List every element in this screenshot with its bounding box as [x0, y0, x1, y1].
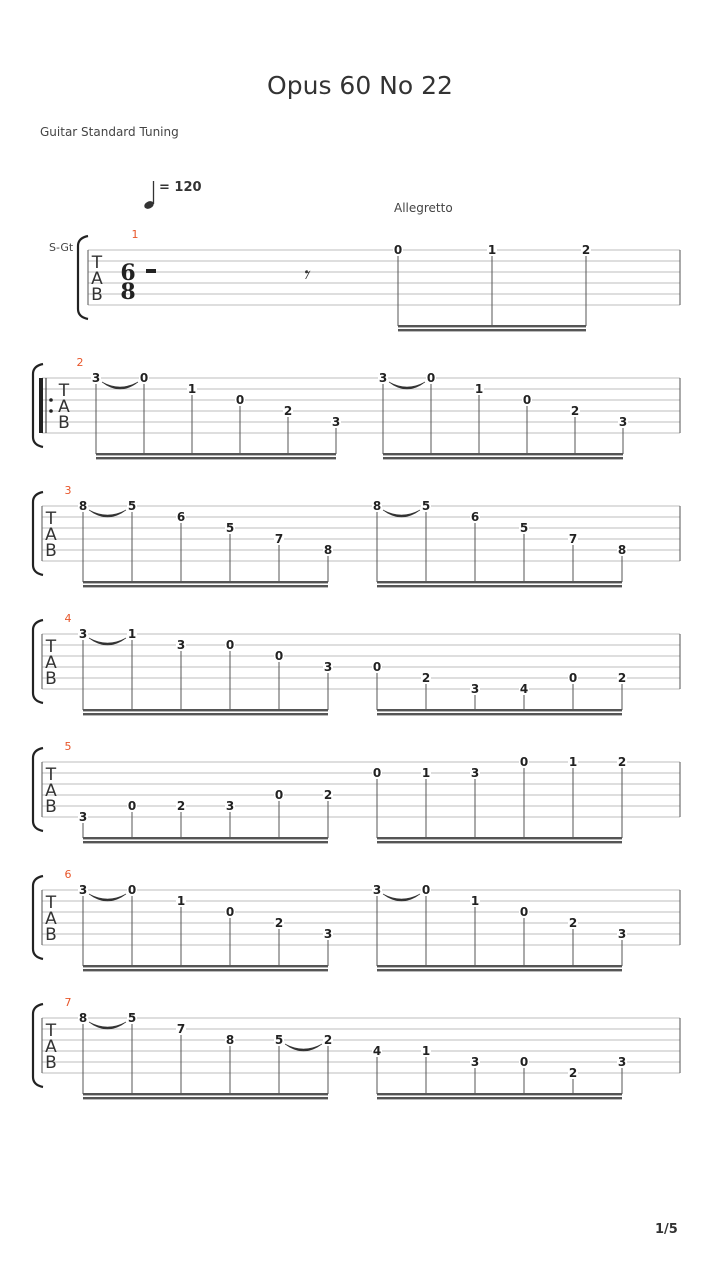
tab-system	[33, 484, 680, 587]
beam	[377, 713, 622, 715]
tab-clef-letter: A	[45, 525, 57, 545]
note-group	[78, 499, 333, 587]
fret-number: 0	[127, 799, 137, 813]
fret-number: 2	[568, 916, 578, 930]
tab-clef-letter: B	[91, 285, 103, 305]
fret-number: 2	[323, 1033, 333, 1047]
fret-number: 0	[274, 649, 284, 663]
measure-number: 1	[131, 228, 139, 241]
note-group	[372, 499, 627, 587]
beam	[377, 837, 622, 839]
fret-number: 6	[176, 510, 186, 524]
beam	[377, 1093, 622, 1095]
fret-number: 1	[470, 894, 480, 908]
tempo-marking: Allegretto	[394, 201, 453, 215]
beam	[83, 581, 328, 583]
tab-clef-letter: A	[45, 909, 57, 929]
measure-number: 6	[64, 868, 72, 881]
tab-clef-letter: A	[58, 397, 70, 417]
fret-number: 0	[421, 883, 431, 897]
fret-number: 3	[78, 810, 88, 824]
fret-number: 3	[618, 415, 628, 429]
fret-number: 2	[617, 671, 627, 685]
fret-number: 0	[139, 371, 149, 385]
fret-number: 5	[274, 1033, 284, 1047]
tab-clef-letter: T	[45, 765, 57, 785]
beam	[83, 841, 328, 843]
note-group	[372, 755, 627, 843]
fret-number: 3	[91, 371, 101, 385]
fret-number: 1	[421, 1044, 431, 1058]
fret-number: 3	[470, 682, 480, 696]
page-number: 1/5	[655, 1222, 678, 1237]
repeat-barline-thick	[39, 378, 43, 433]
beam	[377, 969, 622, 971]
tie-arc	[89, 638, 126, 645]
fret-number: 3	[378, 371, 388, 385]
fret-number: 1	[421, 766, 431, 780]
tie-arc	[383, 894, 420, 901]
tab-clef-letter: B	[45, 541, 57, 561]
beam	[377, 1097, 622, 1099]
fret-number: 5	[519, 521, 529, 535]
tie-arc	[89, 1022, 126, 1029]
beam	[83, 837, 328, 839]
fret-number: 2	[617, 755, 627, 769]
fret-number: 5	[127, 1011, 137, 1025]
tab-system	[33, 356, 680, 459]
note-group	[378, 371, 628, 459]
fret-number: 1	[127, 627, 137, 641]
beam	[377, 581, 622, 583]
tab-clef-letter: T	[45, 637, 57, 657]
fret-number: 3	[617, 927, 627, 941]
fret-number: 0	[519, 1055, 529, 1069]
fret-number: 8	[78, 1011, 88, 1025]
fret-number: 0	[519, 755, 529, 769]
fret-number: 5	[225, 521, 235, 535]
fret-number: 2	[274, 916, 284, 930]
beam	[377, 709, 622, 711]
note-group	[372, 883, 627, 971]
note-group	[78, 1011, 333, 1099]
fret-number: 8	[372, 499, 382, 513]
fret-number: 0	[522, 393, 532, 407]
fret-number: 4	[519, 682, 529, 696]
fret-number: 2	[568, 1066, 578, 1080]
beam	[383, 457, 623, 459]
fret-number: 1	[187, 382, 197, 396]
fret-number: 0	[225, 638, 235, 652]
beam	[83, 965, 328, 967]
tie-arc	[89, 894, 126, 901]
time-signature-bottom: 8	[120, 279, 136, 305]
fret-number: 0	[372, 660, 382, 674]
tie-arc	[89, 510, 126, 517]
tab-clef-letter: A	[45, 1037, 57, 1057]
fret-number: 1	[487, 243, 497, 257]
fret-number: 0	[235, 393, 245, 407]
fret-number: 2	[581, 243, 591, 257]
fret-number: 3	[331, 415, 341, 429]
fret-number: 6	[470, 510, 480, 524]
beam	[383, 453, 623, 455]
beam	[96, 457, 336, 459]
repeat-dot	[49, 409, 53, 413]
fret-number: 0	[426, 371, 436, 385]
fret-number: 1	[568, 755, 578, 769]
tab-clef-letter: B	[45, 925, 57, 945]
measure-number: 2	[76, 356, 84, 369]
fret-number: 2	[176, 799, 186, 813]
tab-system	[33, 868, 680, 971]
fret-number: 5	[127, 499, 137, 513]
fret-number: 0	[372, 766, 382, 780]
tab-clef-letter: T	[58, 381, 70, 401]
tuning-label: Guitar Standard Tuning	[40, 125, 179, 139]
note-group	[91, 371, 341, 459]
beam	[377, 965, 622, 967]
fret-number: 2	[283, 404, 293, 418]
fret-number: 5	[421, 499, 431, 513]
tab-system	[33, 996, 680, 1099]
tie-arc	[102, 382, 138, 389]
note-group	[78, 883, 333, 971]
fret-number: 2	[323, 788, 333, 802]
note-group	[78, 788, 333, 843]
beam	[377, 841, 622, 843]
tab-clef-letter: T	[45, 509, 57, 529]
beam	[83, 969, 328, 971]
beam	[377, 585, 622, 587]
fret-number: 3	[176, 638, 186, 652]
quarter-note-icon	[143, 181, 155, 210]
beam	[83, 585, 328, 587]
tempo-label: = 120	[159, 180, 202, 195]
beam	[83, 713, 328, 715]
fret-number: 2	[421, 671, 431, 685]
fret-number: 1	[176, 894, 186, 908]
tab-clef-letter: T	[91, 253, 103, 273]
beam	[83, 1093, 328, 1095]
note-group	[393, 243, 591, 331]
repeat-dot	[49, 398, 53, 402]
tab-system	[33, 740, 680, 843]
fret-number: 0	[274, 788, 284, 802]
fret-number: 8	[225, 1033, 235, 1047]
tab-clef-letter: B	[45, 1053, 57, 1073]
beam	[398, 329, 586, 331]
fret-number: 3	[617, 1055, 627, 1069]
fret-number: 3	[225, 799, 235, 813]
tab-clef-letter: B	[45, 669, 57, 689]
fret-number: 3	[323, 660, 333, 674]
tab-clef-letter: T	[45, 893, 57, 913]
fret-number: 2	[570, 404, 580, 418]
fret-number: 4	[372, 1044, 382, 1058]
fret-number: 3	[78, 627, 88, 641]
tab-clef-letter: A	[91, 269, 103, 289]
score-title: Opus 60 No 22	[267, 71, 453, 100]
fret-number: 3	[323, 927, 333, 941]
note-group	[372, 1044, 627, 1099]
fret-number: 0	[393, 243, 403, 257]
fret-number: 3	[372, 883, 382, 897]
fret-number: 7	[176, 1022, 186, 1036]
note-group	[78, 627, 333, 715]
fret-number: 0	[127, 883, 137, 897]
measure-number: 5	[64, 740, 72, 753]
half-rest	[146, 269, 156, 273]
tie-arc	[285, 1044, 322, 1051]
fret-number: 3	[470, 766, 480, 780]
fret-number: 8	[78, 499, 88, 513]
tab-clef-letter: B	[58, 413, 70, 433]
fret-number: 0	[519, 905, 529, 919]
tab-clef-letter: B	[45, 797, 57, 817]
note-group	[372, 660, 627, 715]
beam	[398, 325, 586, 327]
tab-clef-letter: A	[45, 781, 57, 801]
fret-number: 8	[323, 543, 333, 557]
fret-number: 0	[568, 671, 578, 685]
fret-number: 3	[78, 883, 88, 897]
eighth-rest: 𝄾	[301, 261, 309, 289]
system-bracket	[78, 236, 88, 319]
fret-number: 7	[274, 532, 284, 546]
tab-clef-letter: T	[45, 1021, 57, 1041]
instrument-label: S-Gt	[49, 241, 74, 254]
beam	[83, 1097, 328, 1099]
beam	[96, 453, 336, 455]
tab-clef-letter: A	[45, 653, 57, 673]
measure-number: 4	[64, 612, 72, 625]
tab-system	[33, 612, 680, 715]
beam	[83, 709, 328, 711]
time-signature-top: 6	[120, 260, 136, 286]
tab-system	[78, 228, 680, 331]
measure-number: 3	[64, 484, 72, 497]
fret-number: 0	[225, 905, 235, 919]
tie-arc	[389, 382, 425, 389]
measure-number: 7	[64, 996, 72, 1009]
fret-number: 7	[568, 532, 578, 546]
fret-number: 1	[474, 382, 484, 396]
fret-number: 8	[617, 543, 627, 557]
tie-arc	[383, 510, 420, 517]
fret-number: 3	[470, 1055, 480, 1069]
